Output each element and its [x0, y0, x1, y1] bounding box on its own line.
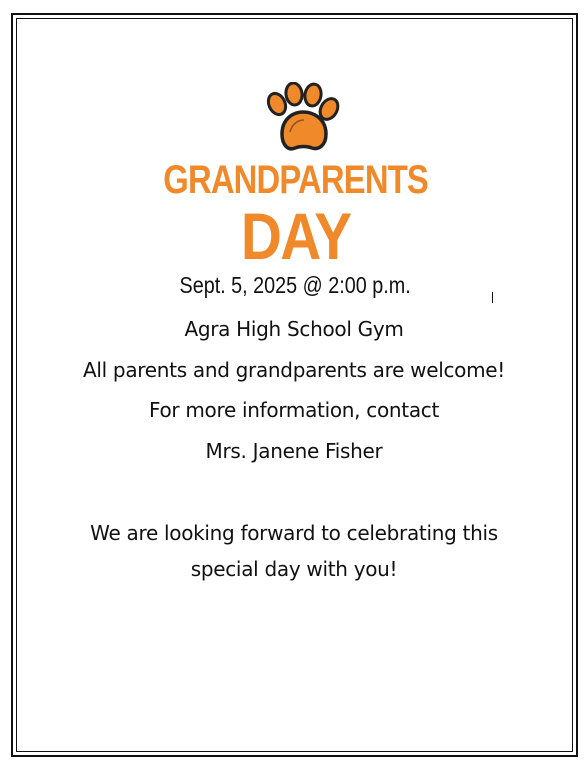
event-location: Agra High School Gym	[184, 317, 404, 341]
welcome-text: All parents and grandparents are welcome!	[82, 358, 505, 382]
contact-name: Mrs. Janene Fisher	[205, 439, 383, 463]
title-grandparents: GRANDPARENTS	[163, 158, 428, 202]
event-date-time: Sept. 5, 2025 @ 2:00 p.m.	[179, 272, 411, 298]
paw-print-icon	[262, 82, 344, 156]
closing-line-2: special day with you!	[190, 557, 398, 581]
closing-line-1: We are looking forward to celebrating this	[90, 521, 498, 545]
title-day: DAY	[240, 199, 351, 273]
contact-intro: For more information, contact	[148, 398, 440, 422]
text-cursor	[492, 292, 493, 303]
